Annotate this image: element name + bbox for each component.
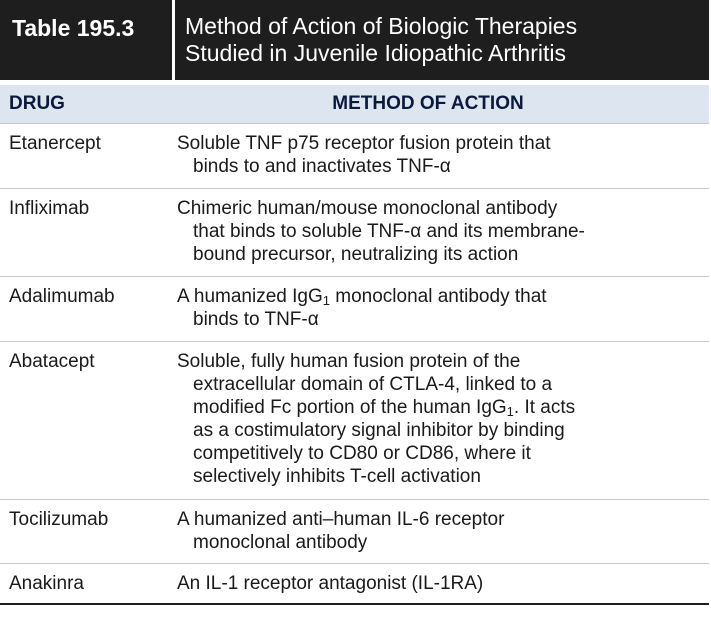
method-line: bound precursor, neutralizing its action	[193, 244, 519, 265]
method-text: . It acts	[513, 397, 576, 418]
table-title-bar	[0, 0, 709, 80]
method-text: modified Fc portion of the human IgG	[193, 397, 507, 418]
method-line: competitively to CD80 or CD86, where it	[193, 443, 531, 464]
table-title-line-1: Method of Action of Biologic Therapies	[185, 13, 578, 39]
method-text: A humanized IgG	[177, 286, 323, 307]
method-line	[177, 396, 689, 419]
method-line: Soluble, fully human fusion protein of the	[177, 351, 521, 372]
drug-name: Etanercept	[9, 133, 101, 154]
method-line: An IL-1 receptor antagonist (IL-1RA)	[177, 573, 484, 594]
method-of-action	[177, 277, 709, 341]
drug-name: Anakinra	[9, 573, 84, 594]
drug-name: Abatacept	[9, 351, 95, 372]
method-line	[177, 285, 689, 308]
method-line: Soluble TNF p75 receptor fusion protein that	[177, 133, 551, 154]
method-line: Chimeric human/mouse monoclonal antibody	[177, 198, 558, 219]
method-line: monoclonal antibody	[193, 532, 368, 553]
table-header-row	[0, 80, 709, 123]
table-row-abatacept	[0, 341, 709, 499]
table-number: Table 195.3	[0, 0, 172, 80]
method-line: A humanized anti–human IL-6 receptor	[177, 509, 505, 530]
drug-name: Infliximab	[9, 198, 90, 219]
table-title	[175, 0, 709, 80]
subscript: 1	[322, 293, 330, 308]
table-row-anakinra	[0, 563, 709, 605]
table-row-adalimumab	[0, 276, 709, 341]
table-row-etanercept	[0, 123, 709, 188]
method-line: selectively inhibits T-cell activation	[193, 466, 481, 487]
method-line: binds to TNF-α	[193, 309, 319, 330]
method-line: extracellular domain of CTLA-4, linked to a	[193, 374, 553, 395]
method-of-action	[177, 342, 709, 499]
table-title-line-2: Studied in Juvenile Idiopathic Arthritis	[185, 40, 566, 66]
drug-name: Tocilizumab	[9, 509, 109, 530]
method-of-action	[177, 564, 709, 603]
drug-name: Adalimumab	[9, 286, 115, 307]
method-text: monoclonal antibody that	[330, 286, 547, 307]
method-of-action	[177, 124, 709, 188]
method-line: that binds to soluble TNF-α and its membrane-	[193, 221, 585, 242]
table-row-infliximab	[0, 188, 709, 276]
column-header-method: METHOD OF ACTION	[332, 93, 524, 114]
table-row-tocilizumab	[0, 499, 709, 563]
column-header-drug: DRUG	[9, 93, 65, 114]
method-line: as a costimulatory signal inhibitor by binding	[193, 420, 565, 441]
method-of-action	[177, 189, 709, 276]
subscript: 1	[506, 404, 514, 419]
method-of-action	[177, 500, 709, 563]
method-line: binds to and inactivates TNF-α	[193, 156, 451, 177]
